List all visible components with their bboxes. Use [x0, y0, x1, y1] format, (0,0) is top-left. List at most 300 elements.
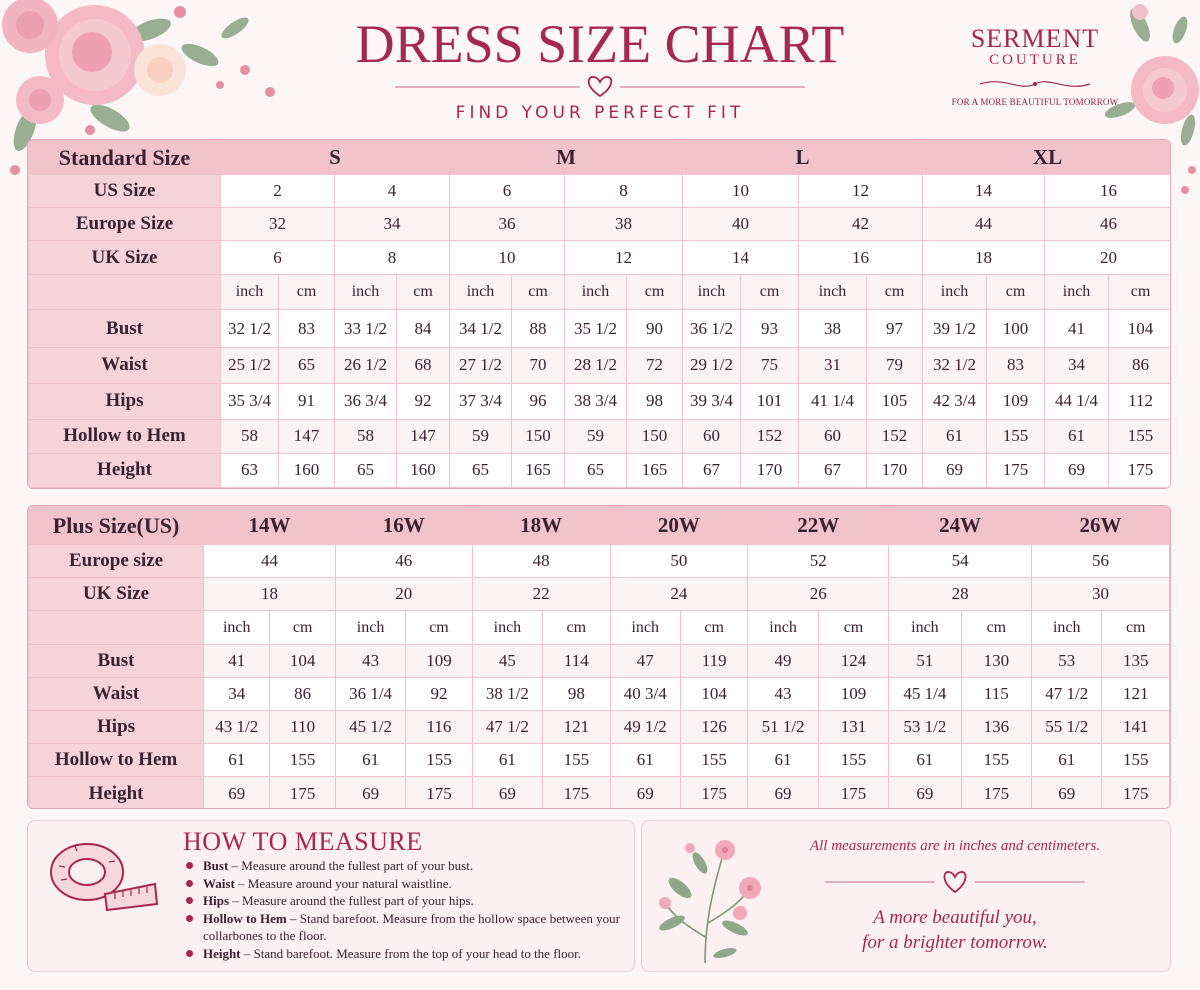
plus-hips-label: Hips [29, 711, 204, 744]
table-cell: 61 [889, 744, 961, 777]
table-cell: 61 [335, 744, 405, 777]
term-description: – Measure around your natural waistline. [234, 875, 452, 891]
list-item [185, 857, 625, 875]
us-size-row [29, 175, 1172, 208]
table-cell: 39 1/2 [923, 310, 987, 347]
size-group-cell: 20W [610, 507, 748, 545]
unit-cell: cm [680, 611, 747, 645]
unit-cell: cm [279, 275, 335, 310]
table-cell: 96 [512, 383, 565, 419]
table-cell: 47 1/2 [472, 711, 542, 744]
plus-uk-size-label: UK Size [29, 578, 204, 611]
table-cell: 26 1/2 [335, 347, 397, 383]
table-cell: 175 [987, 453, 1045, 487]
slogan-line-1: A more beautiful you, [873, 907, 1037, 928]
flower-branch-icon [650, 828, 775, 966]
table-cell: 54 [889, 545, 1032, 578]
table-cell: 104 [270, 645, 335, 678]
unit-cell: cm [867, 275, 923, 310]
table-cell: 12 [799, 175, 923, 208]
list-item [185, 892, 625, 910]
plus-height-label: Height [29, 777, 204, 810]
term-description: – Measure around the fullest part of your bust. [228, 858, 474, 873]
unit-cell: cm [627, 275, 683, 310]
table-cell: 147 [397, 419, 450, 453]
units-label-cell [29, 611, 204, 645]
term-label: Hips [203, 893, 230, 908]
table-cell: 65 [450, 453, 512, 487]
table-cell: 155 [818, 744, 888, 777]
table-cell: 112 [1109, 383, 1171, 419]
hips-label: Hips [29, 383, 221, 419]
table-cell: 24 [610, 578, 748, 611]
unit-cell: inch [1045, 275, 1109, 310]
table-cell: 27 1/2 [450, 347, 512, 383]
table-cell: 69 [889, 777, 961, 810]
brand-tagline: FOR A MORE BEAUTIFUL TOMORROW [951, 97, 1119, 107]
table-cell: 42 [799, 208, 923, 241]
table-cell: 170 [741, 453, 799, 487]
unit-cell: cm [543, 611, 610, 645]
unit-cell: cm [961, 611, 1031, 645]
table-cell: 150 [512, 419, 565, 453]
table-cell: 60 [799, 419, 867, 453]
size-group-cell: XL [923, 141, 1171, 175]
list-item [185, 910, 625, 945]
size-group-cell: 26W [1032, 507, 1170, 545]
unit-cell: inch [450, 275, 512, 310]
table-cell: 6 [221, 241, 335, 275]
table-cell: 90 [627, 310, 683, 347]
table-cell: 59 [565, 419, 627, 453]
table-cell: 18 [923, 241, 1045, 275]
table-cell: 36 1/2 [683, 310, 741, 347]
measuring-tape-icon [45, 832, 165, 912]
table-cell: 83 [987, 347, 1045, 383]
term-description: – Stand barefoot. Measure from the top of your head to the floor. [240, 945, 581, 961]
unit-cell: inch [335, 275, 397, 310]
table-cell: 35 1/2 [565, 310, 627, 347]
table-cell: 61 [1032, 744, 1102, 777]
page-subtitle: FIND YOUR PERFECT FIT [455, 103, 745, 123]
size-group-cell: 14W [204, 507, 336, 545]
plus-hips-row [29, 711, 1170, 744]
table-cell: 175 [543, 777, 610, 810]
size-group-cell: M [450, 141, 683, 175]
term-description: – Measure around the fullest part of your hips. [229, 893, 474, 908]
table-cell: 109 [406, 645, 472, 678]
table-cell: 37 3/4 [450, 383, 512, 419]
table-cell: 155 [543, 744, 610, 777]
table-cell: 116 [406, 711, 472, 744]
unit-cell: cm [987, 275, 1045, 310]
table-cell: 44 [204, 545, 336, 578]
table-cell: 34 [204, 678, 270, 711]
table-cell: 155 [680, 744, 747, 777]
table-cell: 63 [221, 453, 279, 487]
table-cell: 28 [889, 578, 1032, 611]
table-cell: 55 1/2 [1032, 711, 1102, 744]
table-cell: 83 [279, 310, 335, 347]
table-cell: 38 [565, 208, 683, 241]
table-cell: 14 [683, 241, 799, 275]
table-cell: 109 [818, 678, 888, 711]
table-cell: 110 [270, 711, 335, 744]
size-group-cell: 18W [472, 507, 610, 545]
table-cell: 69 [1032, 777, 1102, 810]
table-cell: 61 [923, 419, 987, 453]
table-cell: 175 [270, 777, 335, 810]
europe-size-label: Europe Size [29, 208, 221, 241]
unit-cell: inch [1032, 611, 1102, 645]
table-cell: 69 [610, 777, 680, 810]
unit-cell: cm [397, 275, 450, 310]
table-cell: 10 [683, 175, 799, 208]
table-cell: 165 [512, 453, 565, 487]
table-cell: 86 [1109, 347, 1171, 383]
table-cell: 34 [335, 208, 450, 241]
unit-cell: inch [472, 611, 542, 645]
plus-size-header-row [29, 507, 1170, 545]
table-cell: 6 [450, 175, 565, 208]
table-cell: 155 [987, 419, 1045, 453]
table-cell: 56 [1032, 545, 1170, 578]
table-cell: 104 [680, 678, 747, 711]
table-cell: 105 [867, 383, 923, 419]
hollow-to-hem-label: Hollow to Hem [29, 419, 221, 453]
unit-cell: inch [335, 611, 405, 645]
table-cell: 33 1/2 [335, 310, 397, 347]
plus-size-label: Plus Size(US) [29, 507, 204, 545]
table-cell: 175 [680, 777, 747, 810]
list-item [185, 875, 625, 893]
how-to-measure-list [185, 857, 625, 962]
size-group-cell: 16W [335, 507, 472, 545]
table-cell: 147 [279, 419, 335, 453]
plus-bust-label: Bust [29, 645, 204, 678]
table-cell: 92 [397, 383, 450, 419]
table-cell: 8 [565, 175, 683, 208]
size-group-cell: 24W [889, 507, 1032, 545]
standard-size-table [27, 139, 1171, 489]
table-cell: 69 [472, 777, 542, 810]
plus-hollow-to-hem-label: Hollow to Hem [29, 744, 204, 777]
table-cell: 60 [683, 419, 741, 453]
table-cell: 141 [1102, 711, 1170, 744]
table-cell: 47 [610, 645, 680, 678]
brand-subname: COUTURE [989, 52, 1081, 68]
plus-height-row [29, 777, 1170, 810]
table-cell: 45 1/2 [335, 711, 405, 744]
table-cell: 48 [472, 545, 610, 578]
page-title: DRESS SIZE CHART [355, 14, 845, 74]
table-cell: 61 [1045, 419, 1109, 453]
plus-europe-size-row [29, 545, 1170, 578]
table-cell: 59 [450, 419, 512, 453]
unit-cell: inch [889, 611, 961, 645]
term-label: Bust [203, 858, 229, 873]
measurement-note: All measurements are in inches and centimeters. [809, 838, 1101, 854]
uk-size-label: UK Size [29, 241, 221, 275]
table-cell: 46 [335, 545, 472, 578]
table-cell: 20 [1045, 241, 1171, 275]
table-cell: 109 [987, 383, 1045, 419]
table-cell: 65 [565, 453, 627, 487]
table-cell: 155 [406, 744, 472, 777]
table-cell: 42 3/4 [923, 383, 987, 419]
table-cell: 155 [1109, 419, 1171, 453]
table-cell: 98 [627, 383, 683, 419]
unit-cell: inch [221, 275, 279, 310]
table-cell: 175 [406, 777, 472, 810]
slogan-line-2: for a brighter tomorrow. [862, 932, 1048, 953]
size-group-cell: L [683, 141, 923, 175]
table-cell: 61 [472, 744, 542, 777]
table-cell: 69 [1045, 453, 1109, 487]
table-cell: 98 [543, 678, 610, 711]
unit-cell: cm [270, 611, 335, 645]
table-cell: 115 [961, 678, 1031, 711]
plus-europe-size-label: Europe size [29, 545, 204, 578]
table-cell: 170 [867, 453, 923, 487]
unit-cell: inch [683, 275, 741, 310]
heart-divider-icon [825, 868, 1085, 896]
unit-cell: cm [406, 611, 472, 645]
table-cell: 46 [1045, 208, 1171, 241]
table-cell: 160 [397, 453, 450, 487]
table-cell: 69 [335, 777, 405, 810]
table-cell: 36 1/4 [335, 678, 405, 711]
brand-name: SERMENT [970, 24, 1100, 53]
table-cell: 92 [406, 678, 472, 711]
table-cell: 58 [221, 419, 279, 453]
table-cell: 72 [627, 347, 683, 383]
table-cell: 36 [450, 208, 565, 241]
table-cell: 45 1/4 [889, 678, 961, 711]
plus-bust-row [29, 645, 1170, 678]
table-cell: 53 1/2 [889, 711, 961, 744]
height-row [29, 453, 1172, 487]
table-cell: 69 [204, 777, 270, 810]
how-to-measure-title: HOW TO MEASURE [183, 827, 423, 856]
table-cell: 97 [867, 310, 923, 347]
table-cell: 41 [1045, 310, 1109, 347]
table-cell: 26 [748, 578, 889, 611]
heart-divider-icon [395, 74, 805, 100]
unit-cell: cm [1109, 275, 1171, 310]
table-cell: 45 [472, 645, 542, 678]
table-cell: 70 [512, 347, 565, 383]
waist-row [29, 347, 1172, 383]
standard-size-label: Standard Size [29, 141, 221, 175]
table-cell: 4 [335, 175, 450, 208]
unit-cell: cm [1102, 611, 1170, 645]
plus-hollow-to-hem-row [29, 744, 1170, 777]
table-cell: 39 3/4 [683, 383, 741, 419]
table-cell: 40 [683, 208, 799, 241]
table-cell: 150 [627, 419, 683, 453]
table-cell: 12 [565, 241, 683, 275]
unit-cell: inch [565, 275, 627, 310]
table-cell: 41 [204, 645, 270, 678]
height-label: Height [29, 453, 221, 487]
term-label: Hollow to Hem [203, 910, 287, 926]
list-item [185, 945, 625, 963]
size-group-cell: 22W [748, 507, 889, 545]
table-cell: 38 1/2 [472, 678, 542, 711]
plus-units-row [29, 611, 1170, 645]
table-cell: 61 [610, 744, 680, 777]
table-cell: 175 [1102, 777, 1170, 810]
table-cell: 36 3/4 [335, 383, 397, 419]
table-cell: 93 [741, 310, 799, 347]
table-cell: 38 3/4 [565, 383, 627, 419]
table-cell: 84 [397, 310, 450, 347]
table-cell: 121 [543, 711, 610, 744]
table-cell: 53 [1032, 645, 1102, 678]
plus-waist-label: Waist [29, 678, 204, 711]
table-cell: 49 1/2 [610, 711, 680, 744]
table-cell: 32 1/2 [221, 310, 279, 347]
waist-label: Waist [29, 347, 221, 383]
unit-cell: inch [923, 275, 987, 310]
table-cell: 43 [335, 645, 405, 678]
table-cell: 32 [221, 208, 335, 241]
table-cell: 121 [1102, 678, 1170, 711]
plus-waist-row [29, 678, 1170, 711]
table-cell: 61 [748, 744, 818, 777]
table-cell: 8 [335, 241, 450, 275]
table-cell: 165 [627, 453, 683, 487]
plus-uk-size-row [29, 578, 1170, 611]
table-cell: 30 [1032, 578, 1170, 611]
table-cell: 131 [818, 711, 888, 744]
table-cell: 43 1/2 [204, 711, 270, 744]
table-cell: 50 [610, 545, 748, 578]
table-cell: 43 [748, 678, 818, 711]
table-cell: 79 [867, 347, 923, 383]
table-cell: 35 3/4 [221, 383, 279, 419]
unit-cell: inch [204, 611, 270, 645]
table-cell: 52 [748, 545, 889, 578]
table-cell: 155 [270, 744, 335, 777]
table-cell: 31 [799, 347, 867, 383]
table-cell: 34 [1045, 347, 1109, 383]
table-cell: 69 [748, 777, 818, 810]
table-cell: 86 [270, 678, 335, 711]
us-size-label: US Size [29, 175, 221, 208]
table-cell: 152 [867, 419, 923, 453]
units-row [29, 275, 1172, 310]
table-cell: 51 [889, 645, 961, 678]
table-cell: 16 [1045, 175, 1171, 208]
table-cell: 2 [221, 175, 335, 208]
table-cell: 91 [279, 383, 335, 419]
table-cell: 47 1/2 [1032, 678, 1102, 711]
table-cell: 104 [1109, 310, 1171, 347]
table-cell: 75 [741, 347, 799, 383]
table-cell: 88 [512, 310, 565, 347]
table-cell: 20 [335, 578, 472, 611]
table-cell: 67 [799, 453, 867, 487]
standard-size-header-row [29, 141, 1172, 175]
unit-cell: inch [748, 611, 818, 645]
table-cell: 44 1/4 [1045, 383, 1109, 419]
table-cell: 18 [204, 578, 336, 611]
size-group-cell: S [221, 141, 450, 175]
table-cell: 155 [1102, 744, 1170, 777]
table-cell: 16 [799, 241, 923, 275]
table-cell: 124 [818, 645, 888, 678]
table-cell: 136 [961, 711, 1031, 744]
table-cell: 119 [680, 645, 747, 678]
table-cell: 34 1/2 [450, 310, 512, 347]
units-label-cell [29, 275, 221, 310]
table-cell: 25 1/2 [221, 347, 279, 383]
table-cell: 126 [680, 711, 747, 744]
uk-size-row [29, 241, 1172, 275]
bust-row [29, 310, 1172, 347]
table-cell: 152 [741, 419, 799, 453]
table-cell: 67 [683, 453, 741, 487]
term-label: Waist [203, 875, 235, 891]
table-cell: 49 [748, 645, 818, 678]
table-cell: 28 1/2 [565, 347, 627, 383]
table-cell: 160 [279, 453, 335, 487]
unit-cell: cm [818, 611, 888, 645]
table-cell: 41 1/4 [799, 383, 867, 419]
table-cell: 130 [961, 645, 1031, 678]
table-cell: 101 [741, 383, 799, 419]
table-cell: 175 [818, 777, 888, 810]
hollow-to-hem-row [29, 419, 1172, 453]
table-cell: 65 [279, 347, 335, 383]
table-cell: 100 [987, 310, 1045, 347]
brand-flourish-icon [975, 74, 1095, 94]
table-cell: 58 [335, 419, 397, 453]
europe-size-row [29, 208, 1172, 241]
unit-cell: cm [741, 275, 799, 310]
table-cell: 155 [961, 744, 1031, 777]
table-cell: 65 [335, 453, 397, 487]
table-cell: 175 [1109, 453, 1171, 487]
table-cell: 40 3/4 [610, 678, 680, 711]
table-cell: 14 [923, 175, 1045, 208]
unit-cell: inch [799, 275, 867, 310]
table-cell: 61 [204, 744, 270, 777]
slogan [760, 905, 1150, 955]
hips-row [29, 383, 1172, 419]
table-cell: 175 [961, 777, 1031, 810]
term-label: Height [203, 945, 241, 961]
table-cell: 32 1/2 [923, 347, 987, 383]
table-cell: 114 [543, 645, 610, 678]
table-cell: 69 [923, 453, 987, 487]
table-cell: 44 [923, 208, 1045, 241]
unit-cell: inch [610, 611, 680, 645]
bust-label: Bust [29, 310, 221, 347]
table-cell: 38 [799, 310, 867, 347]
term-description: – Stand barefoot. Measure from the hollow space between your collarbones to the floor. [203, 910, 620, 943]
table-cell: 51 1/2 [748, 711, 818, 744]
plus-size-table [27, 505, 1171, 809]
unit-cell: cm [512, 275, 565, 310]
table-cell: 135 [1102, 645, 1170, 678]
table-cell: 68 [397, 347, 450, 383]
table-cell: 10 [450, 241, 565, 275]
table-cell: 22 [472, 578, 610, 611]
table-cell: 29 1/2 [683, 347, 741, 383]
